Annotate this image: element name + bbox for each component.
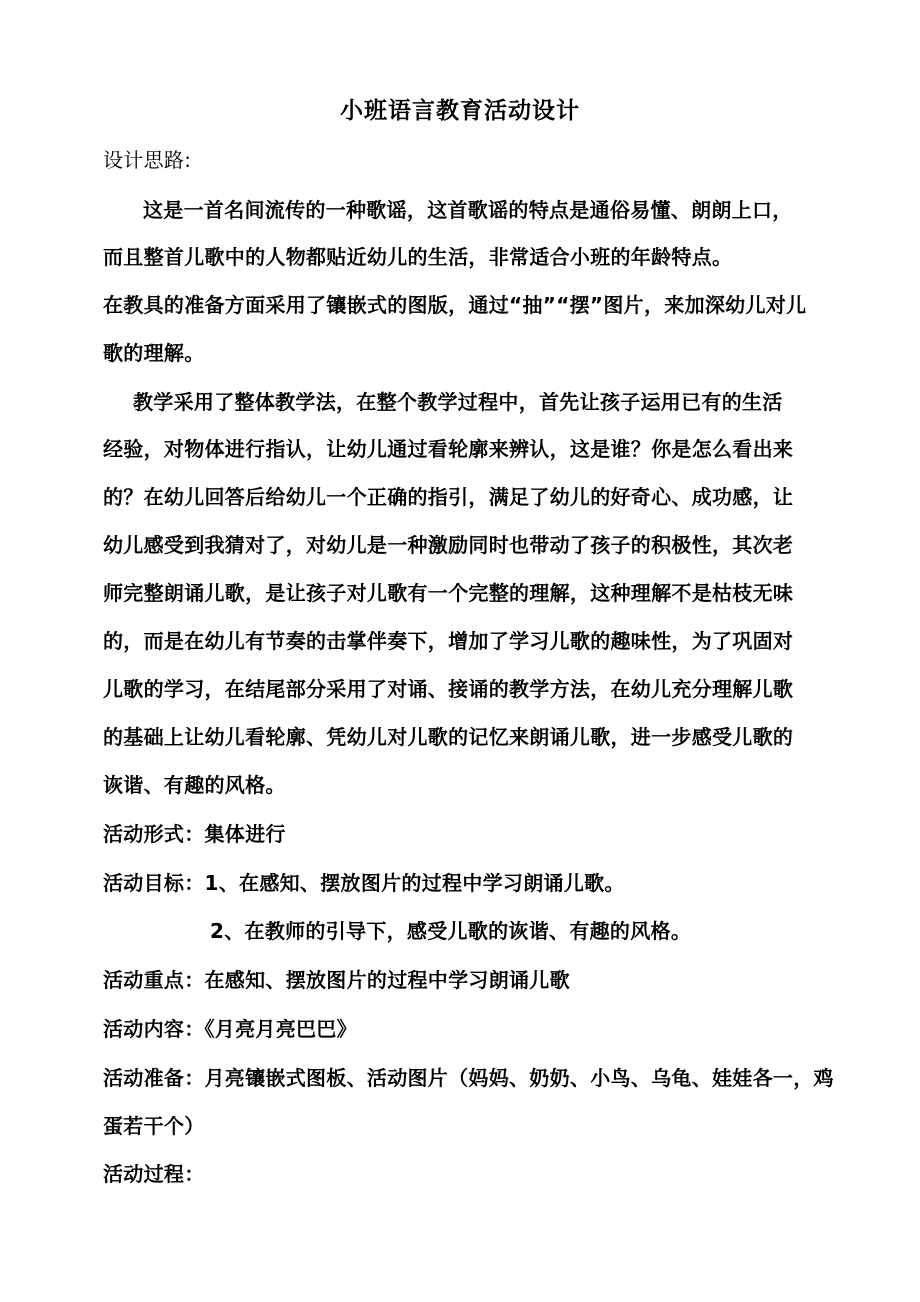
paragraph-line: 的？在幼儿回答后给幼儿一个正确的指引，满足了幼儿的好奇心、成功感，让 xyxy=(103,485,794,509)
activity-content: 活动内容：《月亮月亮巴巴》 xyxy=(103,1017,357,1041)
paragraph-line: 经验，对物体进行指认，让幼儿通过看轮廓来辨认，这是谁？你是怎么看出来 xyxy=(103,437,794,461)
paragraph-line: 儿歌的学习，在结尾部分采用了对诵、接诵的教学方法，在幼儿充分理解儿歌 xyxy=(103,677,794,701)
activity-preparation: 活动准备：月亮镶嵌式图板、活动图片（妈妈、奶奶、小鸟、乌龟、娃娃各一，鸡 xyxy=(103,1066,834,1090)
paragraph-line: 这是一首名间流传的一种歌谣，这首歌谣的特点是通俗易懂、朗朗上口， xyxy=(143,198,793,222)
activity-goal-2: 2、在教师的引导下，感受儿歌的诙谐、有趣的风格。 xyxy=(210,919,692,943)
paragraph-line: 而且整首儿歌中的人物都贴近幼儿的生活，非常适合小班的年龄特点。 xyxy=(103,245,733,269)
paragraph-line: 教学采用了整体教学法，在整个教学过程中，首先让孩子运用已有的生活 xyxy=(133,390,783,414)
paragraph-line: 幼儿感受到我猜对了，对幼儿是一种激励同时也带动了孩子的积极性，其次老 xyxy=(103,533,794,557)
activity-preparation-cont: 蛋若干个） xyxy=(103,1114,205,1138)
activity-focus: 活动重点：在感知、摆放图片的过程中学习朗诵儿歌 xyxy=(103,968,570,992)
section-heading-design-idea: 设计思路: xyxy=(103,148,192,172)
paragraph-line: 歌的理解。 xyxy=(103,341,205,365)
activity-goal-1: 活动目标：1、在感知、摆放图片的过程中学习朗诵儿歌。 xyxy=(103,871,625,895)
activity-process: 活动过程： xyxy=(103,1162,205,1186)
paragraph-line: 诙谐、有趣的风格。 xyxy=(103,773,286,797)
paragraph-line: 师完整朗诵儿歌，是让孩子对儿歌有一个完整的理解，这种理解不是枯枝无味 xyxy=(103,581,794,605)
activity-form: 活动形式：集体进行 xyxy=(103,822,286,846)
paragraph-line: 在教具的准备方面采用了镶嵌式的图版，通过“抽”“摆”图片，来加深幼儿对儿 xyxy=(103,293,807,317)
document-title: 小班语言教育活动设计 xyxy=(340,98,580,124)
paragraph-line: 的，而是在幼儿有节奏的击掌伴奏下，增加了学习儿歌的趣味性，为了巩固对 xyxy=(103,629,794,653)
paragraph-line: 的基础上让幼儿看轮廓、凭幼儿对儿歌的记忆来朗诵儿歌，进一步感受儿歌的 xyxy=(103,725,794,749)
